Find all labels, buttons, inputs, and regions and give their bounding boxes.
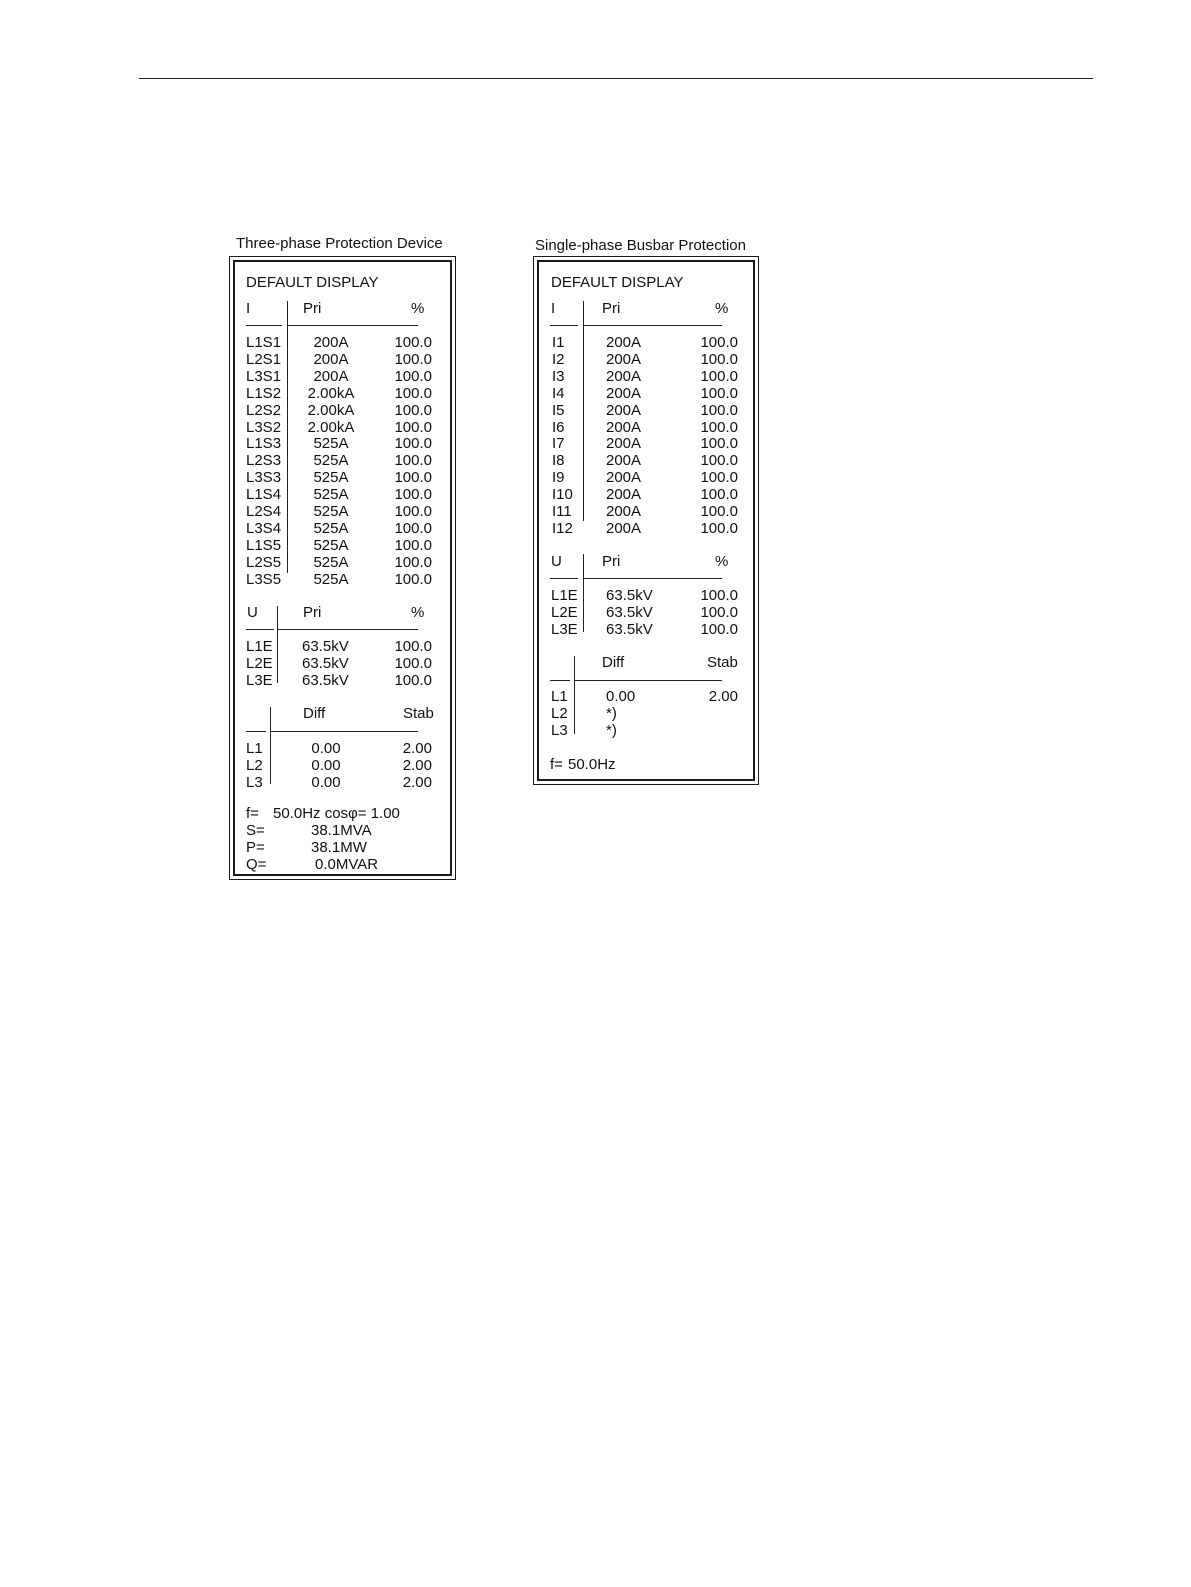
pri-value: 63.5kV xyxy=(302,654,349,672)
voltage-header-pct: % xyxy=(715,553,729,570)
row-name: L1 xyxy=(551,688,568,705)
summary-label: S= xyxy=(246,822,265,839)
row-name: I12 xyxy=(552,519,573,537)
row-name: L3S5 xyxy=(246,570,282,588)
summary-label: f= xyxy=(246,805,259,822)
row-name: L2S1 xyxy=(246,350,282,368)
summary-label: P= xyxy=(246,839,265,856)
row-name: I4 xyxy=(552,384,565,402)
row-name: I11 xyxy=(552,503,572,520)
percent-value: 100.0 xyxy=(700,334,738,351)
row-name: L1S4 xyxy=(246,486,282,504)
voltage-column-divider xyxy=(277,606,278,683)
summary-value: 50.0Hz cosφ= 1.00 xyxy=(273,805,400,822)
summary-value: 38.1MW xyxy=(311,839,367,856)
diff-header-diff: Diff xyxy=(602,654,625,671)
percent-value: 100.0 xyxy=(700,384,738,402)
row-name: L1 xyxy=(246,740,263,757)
voltage-header-rule-left xyxy=(550,578,578,579)
percent-value: 100.0 xyxy=(700,350,738,368)
row-name: L1S1 xyxy=(246,334,282,351)
pri-value: 200A xyxy=(313,367,349,385)
current-header-pri: Pri xyxy=(303,300,322,317)
diff-header-rule-right xyxy=(574,680,722,681)
voltage-header-rule-right xyxy=(583,578,722,579)
three-phase-default-display xyxy=(229,256,456,880)
diff-column-divider xyxy=(574,656,575,734)
percent-value: 100.0 xyxy=(700,435,738,453)
percent-value: 100.0 xyxy=(394,486,432,504)
three-phase-display-screen xyxy=(233,260,452,876)
percent-value: 100.0 xyxy=(394,452,432,470)
pri-value: 525A xyxy=(313,570,349,588)
row-name: L2E xyxy=(551,603,578,621)
pri-value: 525A xyxy=(313,503,349,520)
row-name: L2S4 xyxy=(246,503,282,520)
diff-header-rule-right xyxy=(270,731,418,732)
summary-value: 0.0MVAR xyxy=(315,856,379,873)
percent-value: 100.0 xyxy=(700,519,738,537)
pri-value: 63.5kV xyxy=(606,620,653,638)
row-name: L1E xyxy=(551,587,578,604)
pri-value: 200A xyxy=(606,519,642,537)
percent-value: 100.0 xyxy=(394,384,432,402)
current-header-pct: % xyxy=(411,300,425,317)
row-name: I10 xyxy=(552,486,573,504)
pri-value: 200A xyxy=(313,350,349,368)
percent-value: 100.0 xyxy=(394,401,432,419)
diff-value: *) xyxy=(606,704,617,722)
percent-value: 100.0 xyxy=(700,367,738,385)
row-name: I3 xyxy=(552,367,565,385)
percent-value: 100.0 xyxy=(394,435,432,453)
pri-value: 200A xyxy=(606,503,642,520)
percent-value: 100.0 xyxy=(394,334,432,351)
diff-value: 0.00 xyxy=(311,773,341,791)
right-display-caption: Single-phase Busbar Protection xyxy=(535,237,746,254)
display-title: DEFAULT DISPLAY xyxy=(551,274,684,291)
pri-value: 63.5kV xyxy=(606,603,653,621)
row-name: L1E xyxy=(246,638,273,655)
pri-value: 200A xyxy=(606,435,642,453)
summary-label: f= xyxy=(550,756,563,773)
diff-value: 0.00 xyxy=(311,740,341,757)
row-name: L2E xyxy=(246,654,273,672)
diff-value: 0.00 xyxy=(311,756,341,774)
pri-value: 63.5kV xyxy=(606,587,653,604)
row-name: I9 xyxy=(552,469,565,487)
current-header-rule-right xyxy=(583,325,722,326)
summary-value: 50.0Hz xyxy=(568,756,616,773)
pri-value: 200A xyxy=(606,350,642,368)
voltage-header-rule-right xyxy=(277,629,418,630)
row-name: L3S3 xyxy=(246,469,282,487)
voltage-header-label: U xyxy=(551,553,562,570)
row-name: L2S2 xyxy=(246,401,282,419)
pri-value: 525A xyxy=(313,553,349,571)
row-name: I8 xyxy=(552,452,565,470)
percent-value: 100.0 xyxy=(700,452,738,470)
pri-value: 200A xyxy=(606,486,642,504)
row-name: I1 xyxy=(552,334,565,351)
row-name: L1S2 xyxy=(246,384,282,402)
percent-value: 100.0 xyxy=(700,486,738,504)
pri-value: 200A xyxy=(606,452,642,470)
diff-header-rule-left xyxy=(550,680,570,681)
left-display-caption: Three-phase Protection Device xyxy=(236,235,443,252)
percent-value: 100.0 xyxy=(394,536,432,554)
pri-value: 200A xyxy=(606,418,642,436)
percent-value: 100.0 xyxy=(700,587,738,604)
pri-value: 63.5kV xyxy=(302,671,349,689)
percent-value: 100.0 xyxy=(700,503,738,520)
percent-value: 100.0 xyxy=(394,418,432,436)
pri-value: 525A xyxy=(313,435,349,453)
current-header-rule-left xyxy=(550,325,578,326)
summary-label: Q= xyxy=(246,856,267,873)
percent-value: 100.0 xyxy=(700,620,738,638)
pri-value: 200A xyxy=(606,367,642,385)
row-name: L2S5 xyxy=(246,553,282,571)
voltage-header-pri: Pri xyxy=(303,604,322,621)
busbar-display-screen xyxy=(537,260,755,781)
pri-value: 525A xyxy=(313,536,349,554)
row-name: L3 xyxy=(246,773,263,791)
percent-value: 100.0 xyxy=(700,418,738,436)
row-name: L3S1 xyxy=(246,367,282,385)
percent-value: 100.0 xyxy=(394,553,432,571)
pri-value: 2.00kA xyxy=(307,418,355,436)
diff-value: 0.00 xyxy=(606,688,636,705)
percent-value: 100.0 xyxy=(394,519,432,537)
row-name: L2 xyxy=(551,704,568,722)
row-name: L3E xyxy=(551,620,578,638)
current-header-pri: Pri xyxy=(602,300,621,317)
pri-value: 200A xyxy=(606,401,642,419)
percent-value: 100.0 xyxy=(700,469,738,487)
row-name: I2 xyxy=(552,350,565,368)
stab-value: 2.00 xyxy=(708,688,738,705)
pri-value: 200A xyxy=(313,334,349,351)
percent-value: 100.0 xyxy=(394,350,432,368)
diff-column-divider xyxy=(270,707,271,784)
page-header-rule xyxy=(139,78,1093,79)
row-name: L3S2 xyxy=(246,418,282,436)
diff-header-diff: Diff xyxy=(303,705,326,722)
row-name: L3E xyxy=(246,671,273,689)
pri-value: 525A xyxy=(313,469,349,487)
current-header-pct: % xyxy=(715,300,729,317)
current-header-label: I xyxy=(551,300,556,317)
busbar-default-display xyxy=(533,256,759,785)
row-name: I5 xyxy=(552,401,565,419)
diff-header-stab: Stab xyxy=(403,705,434,722)
voltage-header-pri: Pri xyxy=(602,553,621,570)
row-name: L3 xyxy=(551,721,568,739)
percent-value: 100.0 xyxy=(394,671,432,689)
pri-value: 2.00kA xyxy=(307,401,355,419)
row-name: I6 xyxy=(552,418,565,436)
current-header-rule-left xyxy=(246,325,282,326)
voltage-header-pct: % xyxy=(411,604,425,621)
stab-value: 2.00 xyxy=(402,756,432,774)
row-name: I7 xyxy=(552,435,565,453)
percent-value: 100.0 xyxy=(394,638,432,655)
percent-value: 100.0 xyxy=(394,367,432,385)
current-column-divider xyxy=(583,301,584,521)
diff-header-rule-left xyxy=(246,731,266,732)
row-name: L2 xyxy=(246,756,263,774)
voltage-header-label: U xyxy=(247,604,258,621)
pri-value: 200A xyxy=(606,334,642,351)
percent-value: 100.0 xyxy=(700,401,738,419)
current-header-label: I xyxy=(246,300,251,317)
stab-value: 2.00 xyxy=(402,773,432,791)
percent-value: 100.0 xyxy=(394,503,432,520)
display-title: DEFAULT DISPLAY xyxy=(246,274,379,291)
pri-value: 525A xyxy=(313,452,349,470)
pri-value: 2.00kA xyxy=(307,384,355,402)
row-name: L1S3 xyxy=(246,435,282,453)
percent-value: 100.0 xyxy=(394,654,432,672)
pri-value: 200A xyxy=(606,384,642,402)
row-name: L3S4 xyxy=(246,519,282,537)
stab-value: 2.00 xyxy=(402,740,432,757)
current-column-divider xyxy=(287,301,288,573)
voltage-column-divider xyxy=(583,554,584,632)
pri-value: 63.5kV xyxy=(302,638,349,655)
percent-value: 100.0 xyxy=(394,469,432,487)
pri-value: 200A xyxy=(606,469,642,487)
pri-value: 525A xyxy=(313,486,349,504)
percent-value: 100.0 xyxy=(700,603,738,621)
diff-value: *) xyxy=(606,721,617,739)
summary-value: 38.1MVA xyxy=(311,822,372,839)
row-name: L2S3 xyxy=(246,452,282,470)
diff-header-stab: Stab xyxy=(707,654,738,671)
voltage-header-rule-left xyxy=(246,629,274,630)
current-header-rule-right xyxy=(287,325,418,326)
pri-value: 525A xyxy=(313,519,349,537)
percent-value: 100.0 xyxy=(394,570,432,588)
row-name: L1S5 xyxy=(246,536,282,554)
